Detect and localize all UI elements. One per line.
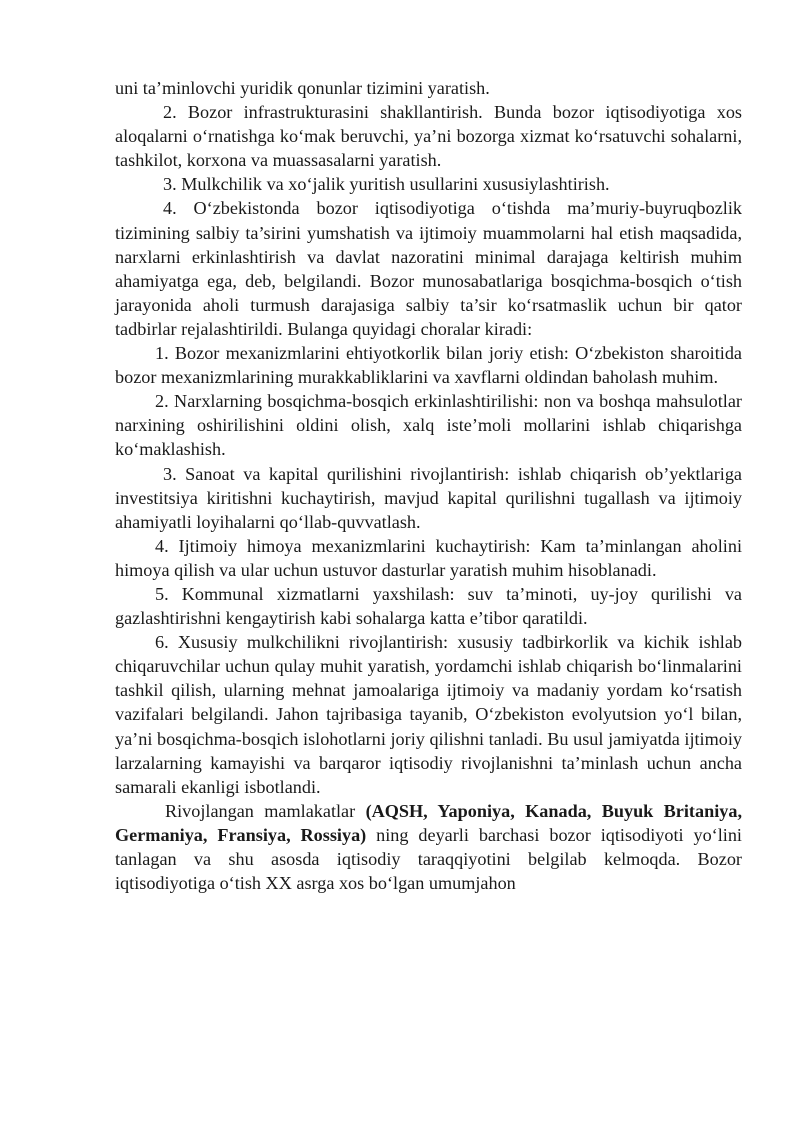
measure-item-6: 6. Xususiy mulkchilikni rivojlantirish: xususiy tadbirkorlik va kichik ishlab chiqaruvchilar uchun qulay muhit yaratish, yordamchi ishlab chiqarish bo‘linmalarini tashkil qilish, ularning mehnat jamoalariga ijtimoiy va madaniy yordam ko‘rsatish vazifalari belgilandi. Jahon tajribasiga tayanib, O‘zbekiston evolyutsion yo‘l bilan, ya’ni bosqichma-bosqich islohotlarni joriy qilishni tanladi. Bu usul jamiyatda ijtimoiy larzalarning kamayishi va barqaror iqtisodiy rivojlanishni ta’minlash uchun ancha samarali ekanligi isbotlandi. bbox=[115, 632, 742, 797]
measure-item-2: 2. Narxlarning bosqichma-bosqich erkinlashtirilishi: non va boshqa mahsulotlar narxining oshirilishini oldini olish, xalq iste’moli mollarini ishlab chiqarishga ko‘maklashish. bbox=[115, 391, 742, 460]
measure-item-3: 3. Sanoat va kapital qurilishini rivojlantirish: ishlab chiqarish ob’yektlariga investitsiya kiritishni kuchaytirish, mavjud kapital qurilishni tugallash va ijtimoiy ahamiyatli loyihalarni qo‘llab-quvvatlash. bbox=[115, 463, 742, 532]
measure-item-4: 4. Ijtimoiy himoya mexanizmlarini kuchaytirish: Kam ta’minlangan aholini himoya qilish va ular uchun ustuvor dasturlar yaratish muhim hisoblanadi. bbox=[115, 535, 742, 580]
measure-item-1: 1. Bozor mexanizmlarini ehtiyotkorlik bilan joriy etish: O‘zbekiston sharoitida bozor mexanizmlarining murakkabliklarini va xavflarni oldindan baholash muhim. bbox=[115, 343, 742, 388]
paragraph-developed-countries bbox=[115, 799, 742, 895]
paragraph-text-after: ning deyarli barchasi bozor iqtisodiyoti yo‘lini tanlagan va shu asosda iqtisodiy taraqqiyotini belgilab kelmoqda. Bozor iqtisodiyotiga o‘tish XX asrga xos bo‘lgan umumjahon bbox=[115, 824, 742, 894]
country-list-bold: (AQSH, Yaponiya, Kanada, Buyuk Britaniya, Germaniya, Fransiya, Rossiya) bbox=[115, 800, 742, 845]
paragraph-item-4: 4. O‘zbekistonda bozor iqtisodiyotiga o‘tishda ma’muriy-buyruqbozlik tizimining salbiy ta’sirini yumshatish va ijtimoiy muammolarni hal etish maqsadida, narxlarni erkinlashtirish va davlat nazoratini minimal darajaga keltirish muhim ahamiyatga ega, deb, belgilandi. Bozor munosabatlariga bosqichma-bosqich o‘tish jarayonida aholi turmush darajasiga salbiy ta’sir ko‘rsatmaslik uchun bir qator tadbirlar rejalashtirildi. Bulanga quyidagi choralar kiradi: bbox=[115, 198, 742, 339]
paragraph-item-2: 2. Bozor infrastrukturasini shakllantirish. Bunda bozor iqtisodiyotiga xos aloqalarni o‘rnatishga ko‘mak beruvchi, ya’ni bozorga xizmat ko‘rsatuvchi sohalarni, tashkilot, korxona va muassasalarni yaratish. bbox=[115, 102, 742, 171]
measure-item-5: 5. Kommunal xizmatlarni yaxshilash: suv ta’minoti, uy-joy qurilishi va gazlashtirishni kengaytirish kabi sohalarga katta e’tibor qaratildi. bbox=[115, 583, 742, 629]
paragraph-continuation: uni ta’minlovchi yuridik qonunlar tizimini yaratish. bbox=[115, 78, 490, 98]
paragraph-text-before: Rivojlangan mamlakatlar bbox=[165, 800, 366, 821]
paragraph-item-3: 3. Mulkchilik va xo‘jalik yuritish usullarini xususiylashtirish. bbox=[163, 174, 610, 195]
document-page bbox=[115, 76, 742, 895]
